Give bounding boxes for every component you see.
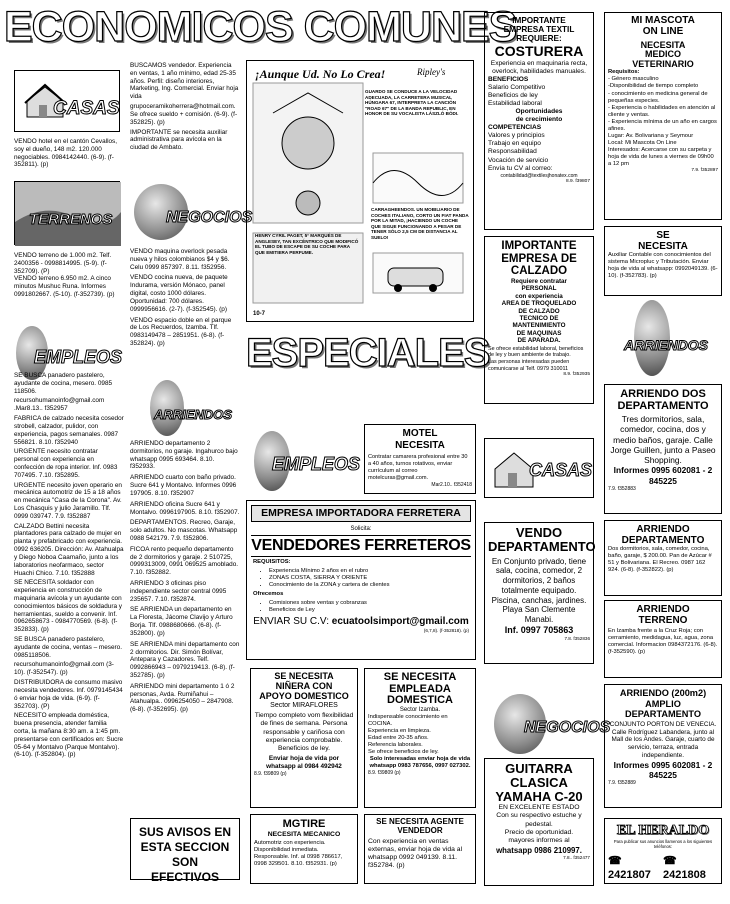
empleo-ad: SE NECESITA soldador con experiencia en construcción de maquinaria avícola y un ayudante con conocimientos básicos de soldadura y herramientas, sueldo a convenir. Inf. 0962658673 - 0984770569. (6-8). (f-352833). (p) xyxy=(14,579,122,634)
calzado-body: Se ofrece estabilidad laboral, beneficios de ley y buen ambiente de trabajo. Las personas interesadas pueden comunicarse al Telf. 0979 310011 xyxy=(488,345,584,372)
ferretera-ad xyxy=(246,500,476,660)
ferretera-email: ecuatoolsimport@gmail.com xyxy=(331,616,469,628)
arriendo-ad: ARRIENDO mini departamento 1 ó 2 personas, Avda. Rumiñahui – Atahualpa.. 0996254050 – 2847908. (6-8). (f-352695). (p) xyxy=(130,682,235,714)
casas-label: CASAS xyxy=(529,460,593,480)
heraldo-phone-2 xyxy=(663,855,718,882)
guitarra-phone: whatsapp 0986 210997. xyxy=(496,845,582,855)
cartoon-panel-text: GUARDO SE CONDUCE A LA VELOCIDAD ADECUADA, LA CARRETERA MUSICAL HÚNGARA 67, INTERPRETA LA CANCIÓN "ROAD 67" DE LA BANDA REPUBLIC, EN HONOR DE SU VOCALISTA LÁSZLÓ BÓDI. xyxy=(365,89,459,117)
arriendo-dos-ad xyxy=(604,384,722,514)
arriendo-ad: SE ARRIENDA mini departamento con 2 dormitorios. Dir. Simón Bolívar, Antepara y Cazadores. Telf. 0992866943 – 0979219413. (6-8). (f-352785). (p) xyxy=(130,640,240,679)
arriendo-ad: DEPARTAMENTOS. Recreo, Garaje, solo adultos. No mascotas. Whatsapp 0988 542179. 7.9. f352806. xyxy=(130,519,238,542)
negocios-label: NEGOCIOS xyxy=(166,209,253,226)
calzado-ad xyxy=(484,236,594,404)
se-necesita-ad xyxy=(604,226,722,296)
empleada-contact: Solo interesadas enviar hoja de vida whatsapp 0983 787656, 0997 027302. xyxy=(369,756,471,770)
phone-number: 2421808 xyxy=(663,868,706,881)
negocio-ad: VENDO maquina overlock pesada nueva y hilos colombianos $4 y $6. Celu 0999 857397. 8.11. f352956. xyxy=(130,248,230,271)
promo-box: SUS AVISOS EN ESTA SECCION SON EFECTIVOS xyxy=(130,818,240,880)
empleo-ad: DISTRIBUIDORA de consumo masivo necesita vendedores. Inf. 0979145434 ó enviar hoja de vida. (6-9). (f-352703). (P) xyxy=(14,679,123,710)
calzado-requirements: Requiere contratar PERSONAL con experiencia AREA DE TROQUELADO DE CALZADO TECNICO DE MANTENIMIENTO DE MAQUINAS DE APARADA. xyxy=(501,277,577,345)
guitarra-ref: 7.8.. f352477 xyxy=(563,855,590,860)
cartoon-brand: Ripley's xyxy=(417,67,446,77)
section-header-especiales: ESPECIALES xyxy=(246,331,490,375)
arriendo-terreno-ad xyxy=(604,600,722,678)
vendo-depto-body: En Conjunto privado, tiene sala, cocina, comedor, 2 dormitorios, 2 baños totalmente equipado. Piscina, canchas, jardines. Playa San Clemente Manabi. xyxy=(491,556,587,625)
terrenos-tag xyxy=(14,181,120,245)
agente-title: SE NECESITA AGENTE VENDEDOR xyxy=(376,817,464,835)
ninera-title: SE NECESITA NIÑERA CON APOYO DOMESTICO xyxy=(259,671,349,701)
beneficios-label: BENEFICIOS xyxy=(488,76,529,84)
guitarra-title: GUITARRA CLASICA YAMAHA C-20 xyxy=(495,761,583,805)
empleo-ad: NECESITO empleada doméstica, buena presencia, atender familia corta, la mañana 8:30 am. a 1:45 pm. presentarse con certificados en: Sucre 05-64 y Montalvo (Parque Montalvo). (6-10). (f-352804). (p) xyxy=(14,712,124,759)
cartoon-footer: 10-7 xyxy=(253,311,266,317)
arriendo-dos-ref: 7.9. f352883 xyxy=(608,485,636,492)
ofrecemos-item: • Comisiones sobre ventas y cobranzas xyxy=(269,600,475,607)
arriendo-dos-title: ARRIENDO DOS DEPARTAMENTO xyxy=(617,388,709,413)
empleada-body: Indispensable conocimiento en COCINA. Experiencia en limpieza. Edad entre 20-35 años. Referencia laborales. Se ofrece beneficios de ley. xyxy=(368,713,448,756)
heraldo-phones xyxy=(608,855,718,882)
empleo-ad: URGENTE necesito joven operario en mecánica automotriz de 15 a 18 años en mecánica "Casa de la Corona". Av. Los Chasquis y julio Jaramillo. Tlf. 0999 039747. 7.9. f352887 xyxy=(14,481,122,520)
arriendo-ad: ARRIENDO cuarto con baño privado. Sucre 641 y Montalvo. Informes 0996 197905. 8.10. f352907 xyxy=(130,474,237,497)
arriendo-depto-ad xyxy=(604,520,722,596)
requisitos-label: REQUISITOS: xyxy=(253,558,291,565)
negocios-tag xyxy=(130,180,253,242)
vendo-depto-ad xyxy=(484,522,594,664)
ninera-ref: 8.9. f39809 (p) xyxy=(254,770,287,777)
ferretera-ref: (6,7,8). (f-352818). (p) xyxy=(423,628,469,634)
motel-body: Contratar camarera profesional entre 30 a 40 años, turnos rotativos, enviar currículum al correo motelcuras@gmail.com. xyxy=(368,454,468,481)
arriendos-label: ARRIENDOS xyxy=(624,337,709,353)
negocio-ad: VENDO cocina nueva, de paquete Indurama, versión Mónaco, panel digital, costo 1000 dólares. Oportunidad: 700 dólares. 0999956616. (2-7). (f-352545). (p) xyxy=(130,274,228,313)
casas-tag-right xyxy=(484,438,594,498)
empleo-ad: FABRICA de calzado necesita cosedor strobell, calzador, pulidor, con experiencia, pagos semanales. 0987 556821. 8.10. f352940 xyxy=(14,415,124,446)
guitarra-body: EN EXCELENTE ESTADO Con su respectivo estuche y pedestal. Precio de oportunidad. mayores informes al xyxy=(496,804,582,845)
negocios-list xyxy=(130,248,240,348)
arriendos-tag xyxy=(130,380,236,438)
se-necesita-body: Auxiliar Contable con conocimientos del sistema Micropluс y Tributación. Enviar hoja de vida al whatsapp: 0992049139. (6-10). (f-352783). (p) xyxy=(608,252,718,280)
casas-tag xyxy=(14,70,120,132)
mgtire-title: MGTIRE xyxy=(282,818,326,830)
col2-top-ads xyxy=(130,62,240,152)
calzado-ref: 8.9. f352935 xyxy=(563,372,590,378)
competencias-label: COMPETENCIAS xyxy=(488,124,542,132)
empleada-ref: 8.9. f39809 (p) xyxy=(368,770,401,777)
mascota-req-label: Requisitos: xyxy=(608,69,640,76)
guitarra-ad xyxy=(484,758,594,886)
ninera-contact: Enviar hoja de vida por whatsapp al 0984 492942 xyxy=(266,755,342,770)
negocios-label: NEGOCIOS xyxy=(524,719,611,736)
arriendo-200-body: CONJUNTO PORTON DE VENECIA. Calle Rodríguez Labandera, junto al Mall de los Andes. Garaje, cuarto de servicio, terraza, entrada independiente. xyxy=(609,720,717,759)
empleo-ad: recursohumanoinfo@gmail.com .Mar8.13.. f352957 xyxy=(14,397,105,413)
arriendo-200-phone: Informes 0995 602081 - 2 845225 xyxy=(613,759,713,781)
ferretera-company: EMPRESA IMPORTADORA FERRETERA xyxy=(251,505,471,522)
arriendo-depto-body: Dos dormitorios, sala, comedor, cocina, baño, garaje, $ 200.00. Pan de Azúcar # 51 y Bolivariana. El Recreo. 0987 162 924. (6-8). (f-352822). (p) xyxy=(608,546,712,574)
costurera-header: IMPORTANTE EMPRESA TEXTIL REQUIERE: xyxy=(503,16,575,44)
heraldo-box xyxy=(604,818,722,884)
empleo-ad: URGENTE necesito contratar personal con experiencia en confección de ropa interior. Inf. 0983 707495. 7.10. f352895. xyxy=(14,448,118,479)
negocio-ad: VENDO espacio doble en el parque de Los Recuerdos, Izamba. Tlf. 0983149478 – 2851951. (6-8). (f-352824). (p) xyxy=(130,316,232,347)
costurera-title: COSTURERA xyxy=(494,43,584,60)
calzado-title: IMPORTANTE EMPRESA DE CALZADO xyxy=(501,240,577,278)
vendo-depto-ref: 7.8. f352836 xyxy=(564,635,590,641)
arriendo-depto-title: ARRIENDO DEPARTAMENTO xyxy=(621,524,705,546)
arriendo-dos-body: Tres dormitorios, sala, comedor, cocina, dos y medio baños, garaje. Calle Jorge Guillen, junto a Paseo Shopping. xyxy=(610,414,716,466)
mgtire-body: Automotriz con experiencia. Disponibilidad inmediata. Responsable. Inf. al 0998 786617, 0998 329501. 8.10. f352931. (p) xyxy=(254,839,343,867)
negocios-tag-right xyxy=(484,694,611,756)
phone-icon: ☎ xyxy=(663,855,677,868)
requisito-item: • ZONAS COSTA, SIERRA Y ORIENTE xyxy=(269,575,475,582)
ofrecemos-item: • Beneficios de Ley xyxy=(269,607,475,614)
empleada-ad xyxy=(364,668,476,808)
mascota-body: - Género masculino -Disponibilidad de tiempo completo - conocimiento en medicina general de pequeñas especies. - Experiencia o habilidades en atención al cliente y ventas. - Experiencia mínima de un año en cargos afines. Lugar: Av. Bolivariana y Seymour Local: Mi Mascota On Line Interesados: Acercarse con su carpeta y hoja de vida de lunes a viernes de 09h00 a 12 pm xyxy=(608,76,717,168)
buscamos-ad-contact: grupoceramikoherrera@hotmail.com. Se ofrece sueldo + comisión. (6-9). (f-352825). (p) xyxy=(130,103,238,126)
arriendo-200-ad xyxy=(604,684,722,808)
arriendo-terreno-title: ARRIENDO TERRENO xyxy=(636,604,690,626)
casas-ad: VENDO hotel en el cantón Cevallos, soy el dueño, 148 m2. 120.000 negociables. 0984142440. (6-9). (f-352811). (p) xyxy=(14,138,118,169)
agente-body: Con experiencia en ventas externas, enviar hoja de vida al whatsapp 0992 049139. 8.11. f352784. (p) xyxy=(368,837,463,870)
empleo-ad: SE BUSCA panadero pastelero, ayudante de cocina, mesero. 0985 118506. xyxy=(14,372,113,395)
arriendos-tag-right xyxy=(604,300,722,378)
buscamos-ad: BUSCAMOS vendedor. Experiencia en ventas, 1 año mínimo, edad 25-35 años. Perfil: diseño interiores, Marketing, Ing. Comercial. Enviar hoja vida xyxy=(130,62,239,101)
phone-number: 2421807 xyxy=(608,868,651,881)
empleos-tag-middle xyxy=(250,425,360,493)
arriendo-ad: ARRIENDO 3 oficinas piso independiente sector central 0995 235657. 7.10. f352874. xyxy=(130,580,227,603)
arriendo-ad: ARRIENDO oficina Sucre 641 y Montalvo. 0996197905. 8.10. f352907. xyxy=(130,500,240,516)
requisito-item: • Experiencia Mínimo 2 años en el rubro xyxy=(269,568,475,575)
empleos-label: EMPLEOS xyxy=(34,347,123,367)
empleada-sector: Sector Izamba. xyxy=(399,706,441,713)
requisito-item: • Conocimiento de la ZONA y cartera de clientes xyxy=(269,582,475,589)
arriendo-terreno-body: En Izamba frente a la Cruz Roja; con cerramiento, medidaguа, luz, agua, zona comercial. Informacion 0984372176. (6-8). (f-352590). (p) xyxy=(608,628,718,656)
competencias-list: Valores y principios Trabajo en equipo Responsabilidad Vocación de servicio Envía tu CV al correo: xyxy=(488,132,553,172)
ferretera-title: VENDEDORES FERRETEROS xyxy=(251,535,471,557)
mgtire-sub: NECESITA MECANICO xyxy=(267,831,341,839)
casas-label: CASAS xyxy=(53,98,120,119)
arriendo-ad: ARRIENDO departamento 2 dormitorios, no garaje. Ingahurco bajo whatsapp 0995 693464. 8.10. f352933. xyxy=(130,440,238,471)
ninera-body: Tiempo completo vom flexibilidad de fines de semana. Persona responsable y cariñosa con experiencia comprobable. Beneficios de ley. xyxy=(254,712,354,752)
cartoon-panel-text: HENRY CYRIL PAGET, 5° MARQUÉS DE ANGLESEY, TAN EXCÉNTRICO QUE MODIFICÓ EL TUBO DE ESCAPE DE SU COCHE PARA QUE EMITIERA PERFUME. xyxy=(255,233,359,255)
ferretera-enviar: ENVIAR SU C.V: xyxy=(253,616,329,628)
ripleys-cartoon xyxy=(246,60,474,322)
arriendo-200-ref: 7.9. f352889 xyxy=(608,780,636,787)
ninera-sector: Sector MIRAFLORES xyxy=(270,701,338,709)
agente-ad xyxy=(364,814,476,884)
arriendos-list xyxy=(130,440,240,714)
arriendo-dos-phone: Informes 0995 602081 - 2 845225 xyxy=(613,465,713,486)
empleo-ad: recursohumanoinfo@gmail.com (3-10). (f-352547). (p) xyxy=(14,661,114,677)
costurera-intro: Experiencia en maquinaria recta, overlock, habilidades manuales. xyxy=(490,60,588,76)
se-necesita-title: SE NECESITA xyxy=(638,230,688,252)
costurera-ad xyxy=(484,12,594,230)
terrenos-label: TERRENOS xyxy=(29,211,113,228)
arriendo-200-title: ARRIENDO (200m2) AMPLIO DEPARTAMENTO xyxy=(619,688,707,720)
cartoon-panel-text: CARRAGHEENDOS. UN MOBILIARIO DE COCHES ITALIANO, CORTO UN FIAT PANDA POR LA MITAD, ¡HACIENDO UN COCHE QUE SIGUE FUNCIONANDO A PESAR DE TENER SÓLO 2,5 CM DE DISTANCIA AL SUELO! xyxy=(371,207,469,240)
arriendos-label: ARRIENDOS xyxy=(154,407,233,422)
arriendo-ad: FICOA rento pequeño departamento de 2 dormitorios y garaje. 2 510725, 0999313009, 0991 069525 amoblado. 7.10. f352882. xyxy=(130,545,239,577)
oportunidades: Oportunidades de crecimiento xyxy=(515,108,563,124)
auxiliar-ad: IMPORTANTE se necesita auxiliar administrativa para avícola en la ciudad de Ambato. xyxy=(130,128,228,152)
mascota-ad xyxy=(604,12,722,220)
ferretera-solicita: Solicita: xyxy=(350,525,372,532)
mascota-ref: 7.9. f352897 xyxy=(691,168,718,174)
vendo-depto-title: VENDO DEPARTAMENTO xyxy=(488,525,596,555)
vendo-depto-phone: Inf. 0997 705863 xyxy=(504,624,574,635)
heraldo-logo: EL HERALDO xyxy=(616,823,710,838)
empleo-ad: CALZADO Bettini necesita plantadores para calzado de mujer en planta y prefabricado con experiencia. 0992 636205. Dirección: Av. Atahualpa y Diego Noboa Caamaño, junto a los laboratorios neofarmaco, sector Huachi Chico. 7.10. f352888 xyxy=(14,522,124,577)
beneficios-list: Salario Competitivo Beneficios de ley Estabilidad laboral xyxy=(488,84,546,108)
mascota-sub: NECESITA MEDICO VETERINARIO xyxy=(632,40,694,69)
cartoon-headline: ¡Aunque Ud. No Lo Crea! xyxy=(255,67,386,81)
motel-ref: Mar2.10.. f352418 xyxy=(431,481,472,488)
empleo-ad: SE BUSCA panadero pastelero, ayudante de cocina, ventas – mesero. 0985118506. xyxy=(14,636,122,659)
heraldo-phone-1 xyxy=(608,855,663,882)
mgtire-ad xyxy=(250,814,358,884)
ofrecemos-label: Ofrecemos xyxy=(253,590,284,597)
motel-title: MOTEL NECESITA xyxy=(395,428,445,452)
terrenos-ads: VENDO terreno de 1.000 m2. Telf. 2400356 - 0998814995. (5-9). (f-352709). (P) VENDO terreno 6.950 m2. A cinco minutos Mushuc Runa. Informes 0991802667. (5-10). (f-352739). (p) xyxy=(14,252,115,299)
ninera-ad xyxy=(250,668,358,808)
mascota-title: MI MASCOTA ON LINE xyxy=(631,15,695,37)
heraldo-text: Para publicar sus anuncios llamenos a los siguientes teléfonos: xyxy=(613,839,713,850)
empleos-list xyxy=(14,372,124,759)
section-header-economicos: ECONOMICOS COMUNES xyxy=(4,3,517,51)
motel-ad xyxy=(364,424,476,494)
arriendo-ad: SE ARRIENDA un departamento en La Floresta, Jácome Clavijo y Arturo Borja. Tlf. 0988680666. (6-8). (f-352800). (p) xyxy=(130,606,233,637)
empleada-title: SE NECESITA EMPLEADA DOMESTICA xyxy=(383,671,457,707)
empleos-label: EMPLEOS xyxy=(272,454,361,474)
phone-icon: ☎ xyxy=(608,855,622,868)
costurera-email: contabilidad@textilesjhonatex.com xyxy=(500,172,578,179)
costurera-ref: 8.9. f39807 xyxy=(565,178,590,184)
